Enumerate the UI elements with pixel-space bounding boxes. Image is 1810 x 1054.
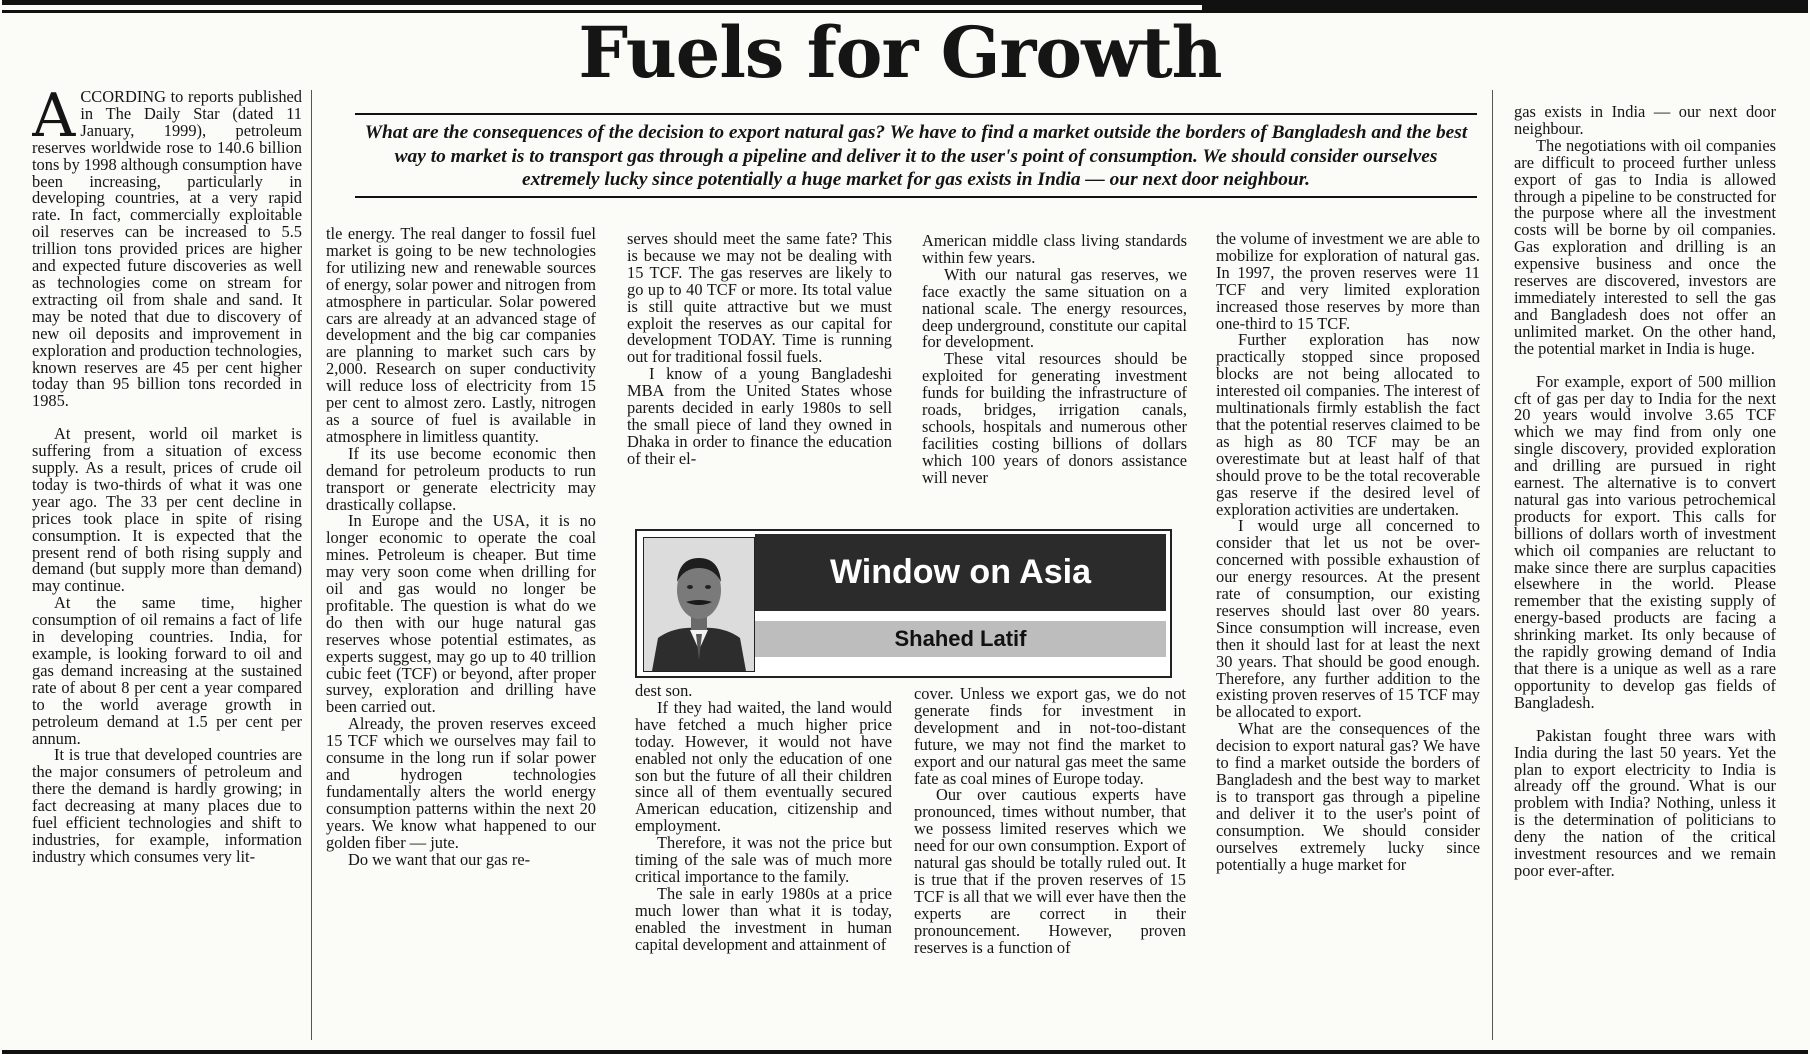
paragraph: ACCORDING to reports published in The Daily Star (dated 11 January, 1999), petroleum reserves worldwide rose to 140.6 billion tons by 1998 although consumption have been increasing, particularly in developing countries, at a very rapid rate. In fact, commercially exploitable oil reserves can be increased to 5.5 trillion tons provided prices are higher and expected future discoveries as well as technologies come on stream for extracting oil from shale and sand. It may be noted that due to discovery of new oil deposits and improvement in exploration and production technologies, known reserves are 45 per cent higher today than 95 billion tons recorded in 1985. — [32, 89, 302, 411]
paragraph: In Europe and the USA, it is no longer economic to operate the coal mines. Petroleum is cheaper. But time may very soon come when drilling for oil and gas would no longer be profitable. The question is what do we do then with our huge natural gas reserves whose potential estimates, as experts suggest, may go up to 40 trillion cubic feet (TCF) or beyond, after proper survey, exploration and drilling have been carried out. — [326, 511, 596, 717]
column-4-top — [922, 233, 1187, 525]
paragraph: At present, world oil market is suffering from a situation of excess supply. As a result, prices of crude oil today is two-thirds of what it was one year ago. The 33 per cent decline in prices took place in spite of rising consumption. It is expected that the present rend of both rising supply and demand (but supply more than demand) may continue. — [32, 424, 302, 596]
byline — [755, 621, 1166, 657]
author-portrait-icon — [643, 537, 755, 672]
drop-cap: A — [32, 89, 76, 151]
paragraph: With our natural gas reserves, we face exactly the same situation on a national scale. The energy resources, deep underground, constitute our capital for development. — [922, 264, 1187, 352]
paragraph: For example, export of 500 million cft of gas per day to India for the next 20 years would involve 3.65 TCF which we may find from only one single discovery, provided exploration and drilling are pursued in right earnest. The alternative is to convert natural gas into various petrochemical products for export. This calls for billions of dollars worth of investment which oil companies are reluctant to make since there are surplus capacities elsewhere in the world. Please remember that the existing supply of energy-based products are facing a shrinking market. Its only because of the rapidly growing demand of India that there is a unique as well as a rare opportunity to develop gas fields of Bangladesh. — [1514, 371, 1776, 712]
column-3-bottom — [635, 683, 892, 1041]
column-6 — [1514, 104, 1776, 1041]
author-name: Shahed Latif — [894, 626, 1027, 651]
paragraph: tle energy. The real danger to fossil fuel market is going to be new technologies for utilizing new and renewable sources of energy, solar power and nitrogen from atmosphere in particular. Solar powered cars are already at an advanced stage of development and the big car companies are planning to market such cars by 2,000. Research on super conductivity will reduce loss of electricity from 15 per cent to almost zero. Lastly, nitrogen as a source of fuel is available in atmosphere in limitless quantity. — [326, 226, 596, 446]
paragraph: serves should meet the same fate? This is because we may not be dealing with 15 TCF. The gas reserves are likely to go up to 40 TCF or more. Its total value is still quite attractive but we must exploit the reserves as our capital for development TODAY. Time is running out for traditional fossil fuels. — [627, 231, 892, 367]
paragraph: cover. Unless we export gas, we do not generate finds for investment in development and in not-too-distant future, we may not find the market to export and our natural gas meet the same fate as coal mines of Europe today. — [914, 686, 1186, 788]
deck-standfirst — [355, 113, 1477, 198]
column-rule — [311, 90, 312, 1040]
deck-text: What are the consequences of the decision to export natural gas? We have to find a market outside the borders of Bangladesh and the best way to market is to transport gas through a pipeline and deliver it to the user's point of consumption. We should consider ourselves extremely lucky since potentially a huge market for gas exists in India — our next door neighbour. — [364, 122, 1468, 191]
column-3-top — [627, 231, 892, 525]
paragraph: At the same time, higher consumption of oil remains a fact of life in developing countries. India, for example, is looking forward to oil and gas demand increasing at the sustained rate of about 8 per cent a year compared to the world average growth in petroleum demand at 1.5 per cent per annum. — [32, 593, 302, 748]
paragraph: Pakistan fought three wars with India during the last 50 years. Yet the plan to export electricity to India is already off the ground. What is our problem with India? Nothing, unless it is the determination of politicians to deny the nation of the critical investment resources and we remain poor ever-after. — [1514, 725, 1776, 880]
paragraph: What are the consequences of the decision to export natural gas? We have to find a market outside the borders of Bangladesh and the best way to market is to transport gas through a pipeline and deliver it to the user's point of consumption. We should consider ourselves extremely lucky since potentially a huge market for — [1216, 719, 1480, 874]
paragraph: gas exists in India — our next door neighbour. — [1514, 104, 1776, 138]
column-feature-box — [635, 529, 1172, 678]
paragraph: the volume of investment we are able to mobilize for exploration of natural gas. In 1997, the proven reserves were 11 TCF and very limited exploration increased those reserves by more than one-third to 15 TCF. — [1216, 231, 1480, 333]
bottom-rule — [2, 1050, 1808, 1054]
column-2 — [326, 226, 596, 1041]
paragraph: American middle class living standards within few years. — [922, 233, 1187, 267]
column-title: Window on Asia — [830, 553, 1091, 591]
paragraph: Our over cautious experts have pronounced, times without number, that we possess limited reserves which we need for our own consumption. Export of natural gas should be totally ruled out. It is true that if the proven reserves of 15 TCF is all that we will ever have then the experts are correct in their pronouncement. However, proven reserves is a function of — [914, 785, 1186, 957]
paragraph: The sale in early 1980s at a price much lower than what it is today, enabled the investment in human capital development and attainment of — [635, 883, 892, 954]
paragraph: I know of a young Bangladeshi MBA from the United States whose parents decided in early 1980s to sell the small piece of land they owned in Dhaka in order to finance the education of their el- — [627, 364, 892, 468]
column-banner — [755, 534, 1166, 611]
paragraph: If its use become economic then demand for petroleum products to run transport or generate electricity may drastically collapse. — [326, 443, 596, 514]
paragraph: Further exploration has now practically stopped since proposed blocks are not being allocated to interested oil companies. The interest of multinationals firmly establish the fact that the potential reserves claimed to be as high as 80 TCF may be an overestimate but at least half of that should prove to be the total recoverable gas reserve if the desired level of exploration activities are undertaken. — [1216, 330, 1480, 519]
column-4-bottom — [914, 686, 1186, 1041]
paragraph: These vital resources should be exploited for generating investment funds for building the infrastructure of roads, bridges, irrigation canals, schools, hospitals and numerous other facilities costing billions of dollars which 100 years of donors assistance will never — [922, 349, 1187, 487]
paragraph: The negotiations with oil companies are difficult to proceed further unless export of gas to India is allowed through a pipeline to be constructed for the purpose where all the investment costs will be borne by oil companies. Gas exploration and drilling is an expensive business and once the reserves are discovered, investors are immediately interested to sell the gas and Bangladesh does not offer an unlimited market. On the other hand, the potential market in India is huge. — [1514, 135, 1776, 358]
column-5 — [1216, 231, 1480, 1041]
column-1 — [32, 89, 302, 1041]
column-rule — [1492, 90, 1493, 1040]
paragraph: I would urge all concerned to consider that let us not be over-concerned with possible exhaustion of our energy resources. At the present rate of consumption, our existing reserves should last over 80 years. Since consumption will increase, even then it should last for at least the next 30 years. That should be good enough. Therefore, any further addition to the existing proven reserves of 15 TCF may be allocated to export. — [1216, 516, 1480, 722]
paragraph: It is true that developed countries are the major consumers of petroleum and there the demand is hardly growing; in fact decreasing at many places due to fuel efficient technologies and shift to industries, for example, information industry which consumes very lit- — [32, 745, 302, 866]
paragraph: Do we want that our gas re- — [348, 849, 531, 869]
paragraph: If they had waited, the land would have fetched a much higher price today. However, it would not have enabled not only the education of one son but the future of all their children since all of them eventually secured American education, citizenship and employment. — [635, 697, 892, 836]
paragraph: Already, the proven reserves exceed 15 TCF which we ourselves may fail to consume in the long run if solar power and hydrogen technologies fundamentally alters the world energy consumption patterns within the next 20 years. We know what happened to our golden fiber — jute. — [326, 714, 596, 852]
headline: Fuels for Growth — [578, 11, 1222, 94]
paragraph: Therefore, it was not the price but timing of the sale was of much more critical importance to the family. — [635, 833, 892, 886]
paragraph: dest son. — [635, 683, 693, 700]
